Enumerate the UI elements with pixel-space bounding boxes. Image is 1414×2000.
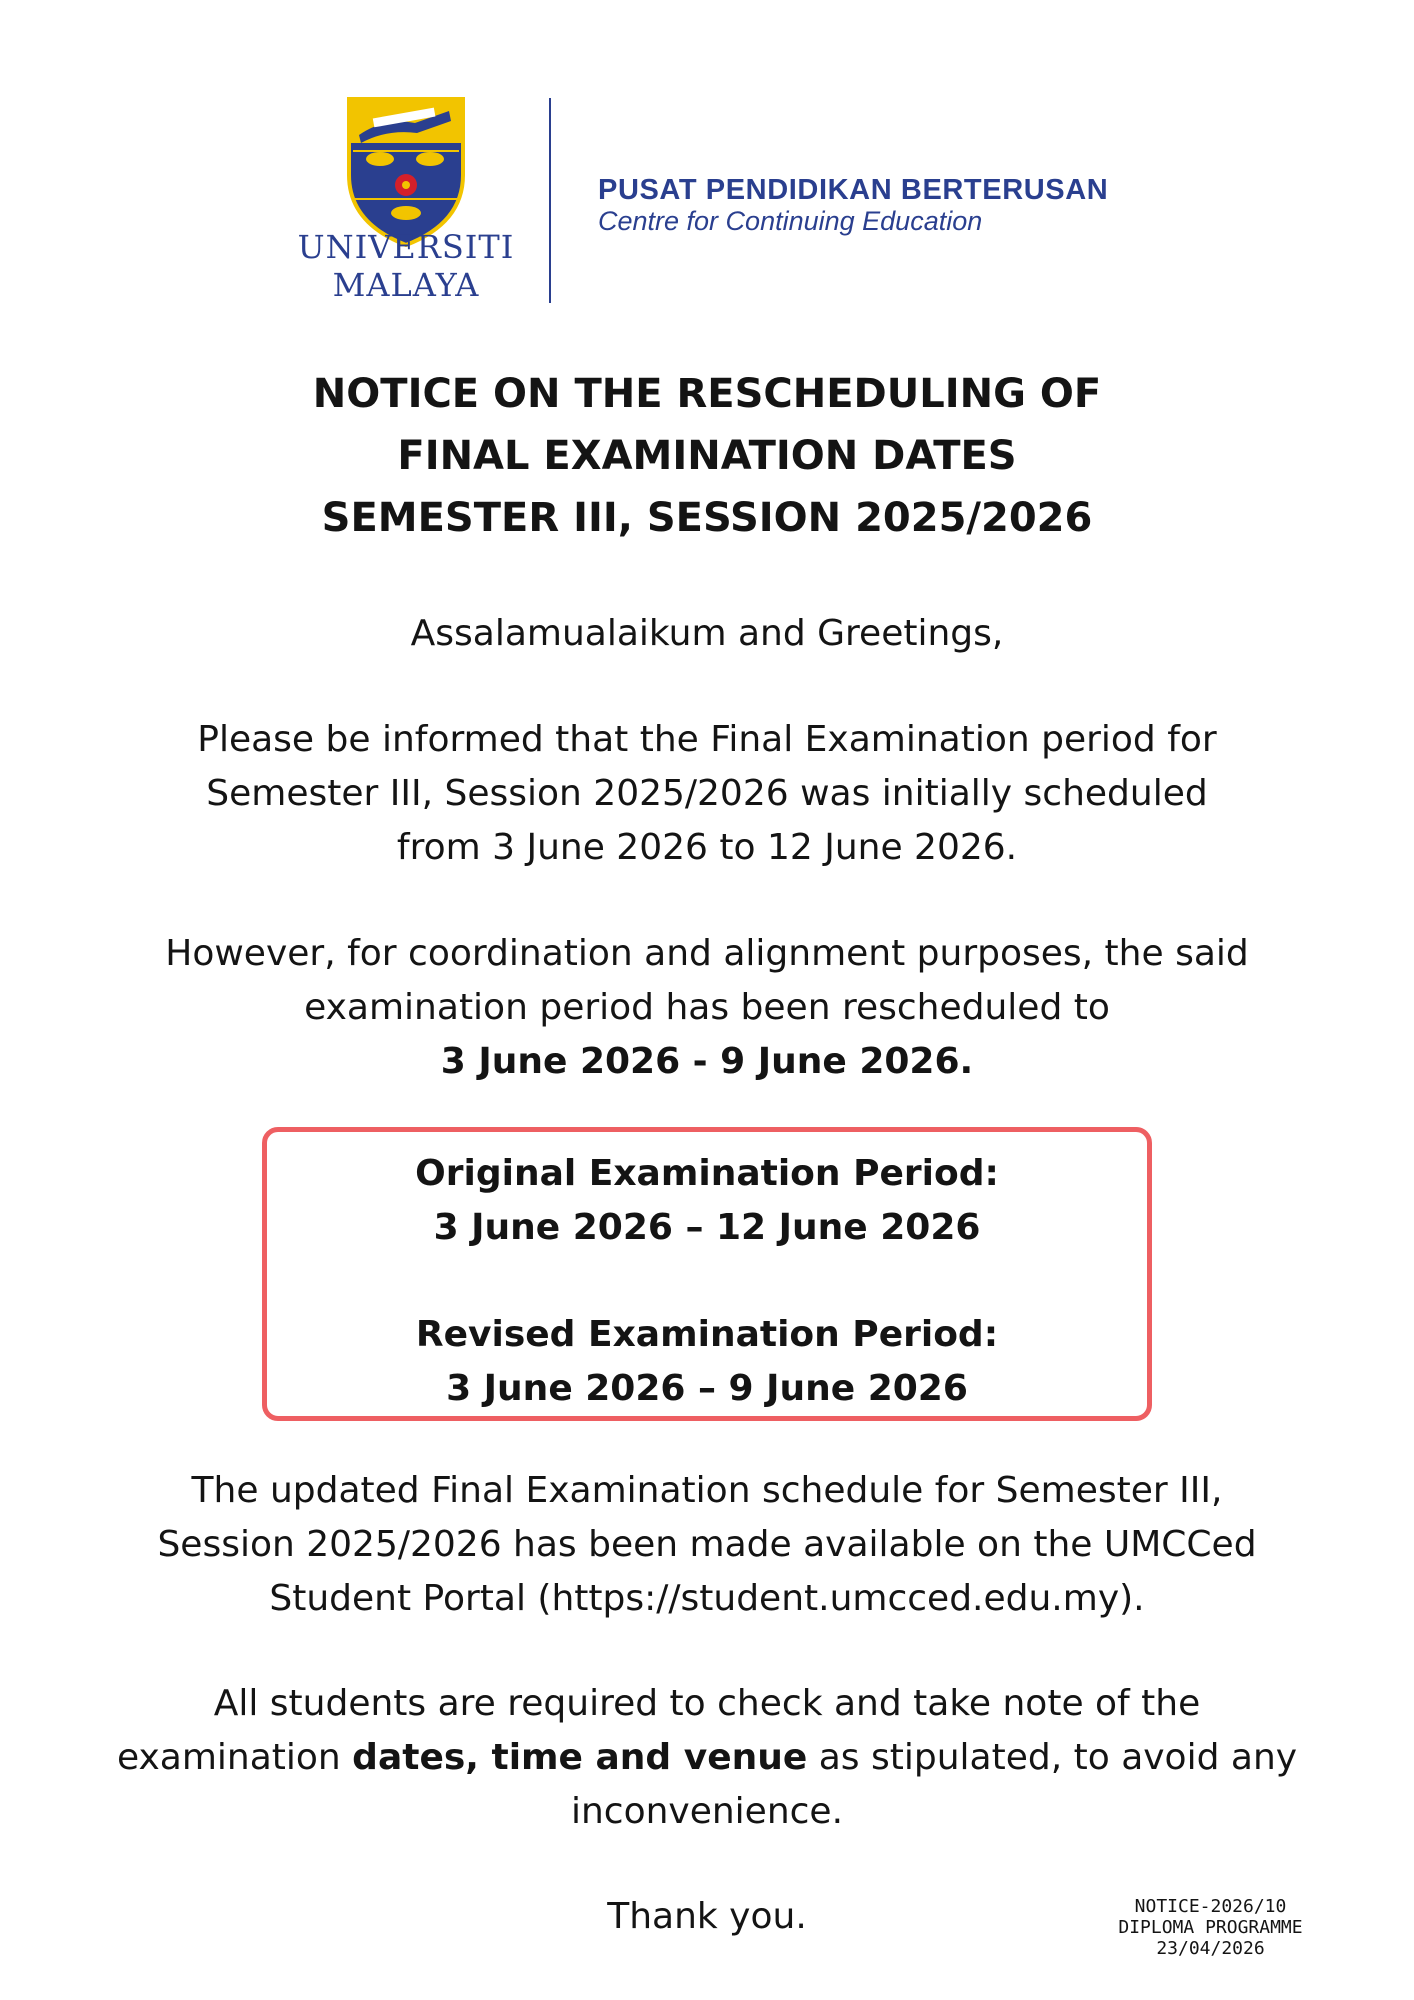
paragraph-line: inconvenience. — [570, 1791, 844, 1832]
text-before-bold: examination — [116, 1737, 353, 1778]
original-period-dates: 3 June 2026 – 12 June 2026 — [433, 1207, 981, 1248]
revised-period-dates: 3 June 2026 – 9 June 2026 — [446, 1368, 968, 1409]
paragraph-line: Student Portal (https://student.umcced.edu.my). — [269, 1578, 1145, 1619]
paragraph-line-mixed — [0, 1731, 1414, 1785]
paragraph-line: All students are required to check and take note of the — [213, 1683, 1201, 1724]
text-after-bold: as stipulated, to avoid any — [807, 1737, 1298, 1778]
paragraph-line: examination period has been rescheduled to — [304, 987, 1110, 1028]
closing-text: Thank you. — [607, 1896, 807, 1937]
letterhead — [0, 0, 1414, 320]
university-crest-logo — [345, 95, 467, 247]
bold-emphasis: dates, time and venue — [352, 1737, 808, 1778]
paragraph-line: Please be informed that the Final Examination period for — [197, 719, 1217, 760]
notice-programme: DIPLOMA PROGRAMME — [1118, 1917, 1303, 1938]
paragraph-rescheduled — [0, 927, 1414, 1089]
rescheduled-dates-bold: 3 June 2026 - 9 June 2026. — [440, 1041, 974, 1082]
notice-date: 23/04/2026 — [1156, 1938, 1265, 1959]
greeting-text: Assalamualaikum and Greetings, — [410, 613, 1004, 654]
paragraph-line: from 3 June 2026 to 12 June 2026. — [396, 827, 1018, 868]
title-line-3: SEMESTER III, SESSION 2025/2026 — [321, 495, 1093, 541]
paragraph-instructions — [0, 1677, 1414, 1839]
notice-number: NOTICE-2026/10 — [1134, 1896, 1287, 1917]
centre-name-malay: PUSAT PENDIDIKAN BERTERUSAN — [598, 174, 1109, 206]
original-period-label: Original Examination Period: — [415, 1153, 999, 1194]
paragraph-original-schedule — [0, 713, 1414, 875]
paragraph-line: However, for coordination and alignment purposes, the said — [165, 933, 1249, 974]
title-line-1: NOTICE ON THE RESCHEDULING OF — [312, 371, 1102, 417]
university-name-line-2: MALAYA — [332, 266, 480, 304]
greeting — [0, 607, 1414, 661]
revised-period-label: Revised Examination Period: — [415, 1314, 999, 1355]
notice-title — [0, 363, 1414, 549]
title-line-2: FINAL EXAMINATION DATES — [397, 433, 1017, 479]
paragraph-portal — [0, 1464, 1414, 1626]
centre-name-english: Centre for Continuing Education — [598, 206, 983, 236]
rescheduled-dates — [0, 1035, 1414, 1089]
university-name-line-1: UNIVERSITI — [297, 228, 515, 266]
university-name — [280, 228, 532, 304]
paragraph-line: Session 2025/2026 has been made available on the UMCCed — [157, 1524, 1257, 1565]
paragraph-line: The updated Final Examination schedule for Semester III, — [191, 1470, 1223, 1511]
header-divider — [549, 98, 551, 303]
paragraph-line: Semester III, Session 2025/2026 was initially scheduled — [206, 773, 1208, 814]
box-spacer — [267, 1255, 1147, 1308]
exam-period-box — [262, 1127, 1152, 1421]
notice-reference — [1063, 1896, 1358, 1959]
